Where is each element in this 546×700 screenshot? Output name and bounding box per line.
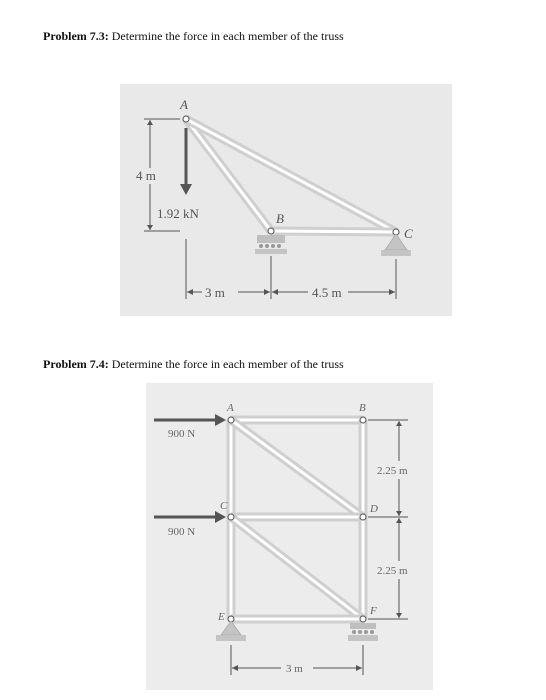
node-label-f: F <box>370 605 377 617</box>
node-label-a: A <box>227 402 234 414</box>
problem-7-4-label: Problem 7.4: <box>43 357 109 371</box>
height-label: 4 m <box>136 168 156 183</box>
node-label-b: B <box>276 211 284 226</box>
problem-7-3-label: Problem 7.3: <box>43 29 109 43</box>
span-ab-label: 3 m <box>205 285 225 300</box>
joint-b <box>268 228 274 234</box>
node-label-c: C <box>404 226 413 241</box>
load-label-middle: 900 N <box>168 526 196 538</box>
node-label-e: E <box>218 611 225 623</box>
joint-b <box>360 417 366 423</box>
node-label-a: A <box>180 97 188 112</box>
node-label-b: B <box>359 402 366 414</box>
width-label: 3 m <box>286 663 303 675</box>
span-bc-label: 4.5 m <box>312 285 342 300</box>
truss-figure-7-4 <box>146 383 433 690</box>
joint-c <box>228 514 234 520</box>
load-label-top: 900 N <box>168 428 196 440</box>
problem-7-4-statement <box>43 357 344 372</box>
problem-7-3-statement <box>43 29 344 44</box>
node-label-d: D <box>370 503 378 515</box>
upper-height-label: 2.25 m <box>377 465 408 477</box>
joint-f <box>360 616 366 622</box>
lower-height-label: 2.25 m <box>377 565 408 577</box>
load-label: 1.92 kN <box>157 206 199 221</box>
joint-d <box>360 514 366 520</box>
joint-a <box>228 417 234 423</box>
node-label-c: C <box>220 500 228 512</box>
problem-7-3-text: Determine the force in each member of the truss <box>108 29 344 43</box>
truss-figure-7-3 <box>120 84 452 316</box>
joint-a <box>183 116 189 122</box>
problem-7-4-text: Determine the force in each member of the truss <box>108 357 344 371</box>
